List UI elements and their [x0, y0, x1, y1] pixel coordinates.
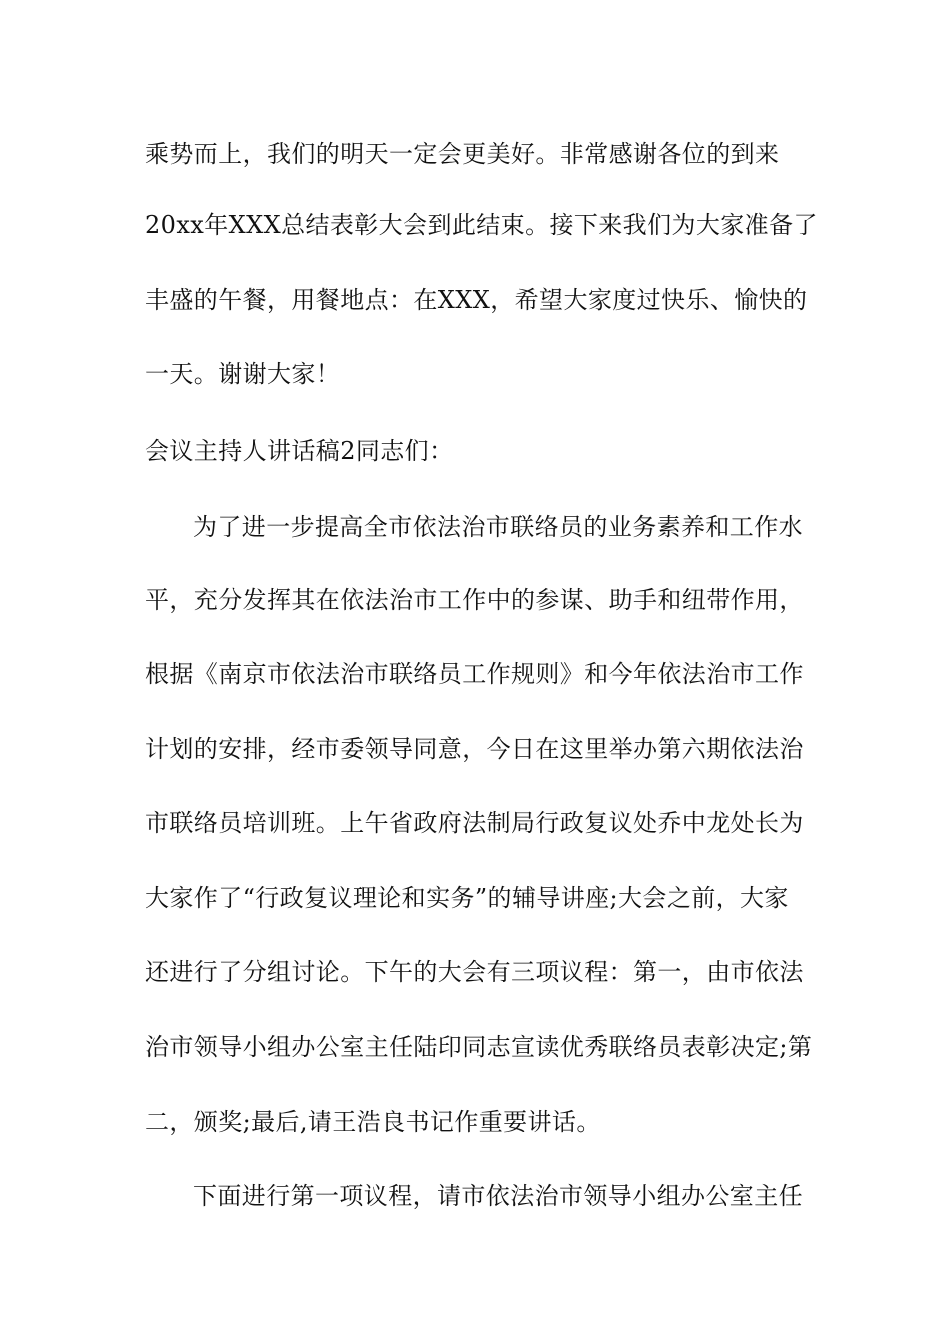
text-line: 二，颁奖;最后,请王浩良书记作重要讲话。 [145, 1108, 601, 1136]
paragraph-first-line: 为了进一步提高全市依法治市联络员的业务素养和工作水 [193, 513, 803, 541]
text-line: 市联络员培训班。上午省政府法制局行政复议处乔中龙处长为 [145, 809, 804, 837]
text-line: 还进行了分组讨论。下午的大会有三项议程：第一，由市依法 [145, 958, 804, 986]
section-heading: 会议主持人讲话稿2同志们： [145, 437, 454, 465]
text-line: 丰盛的午餐，用餐地点：在XXX，希望大家度过快乐、愉快的 [145, 286, 808, 314]
text-line: 20xx年XXX总结表彰大会到此结束。接下来我们为大家准备了 [145, 211, 818, 239]
text-line: 治市领导小组办公室主任陆印同志宣读优秀联络员表彰决定;第 [145, 1033, 813, 1061]
text-line: 平，充分发挥其在依法治市工作中的参谋、助手和纽带作用， [145, 586, 804, 614]
text-line: 计划的安排，经市委领导同意，今日在这里举办第六期依法治 [145, 735, 804, 763]
text-line: 一天。谢谢大家！ [145, 360, 341, 388]
paragraph-first-line: 下面进行第一项议程，请市依法治市领导小组办公室主任 [193, 1182, 803, 1210]
text-line: 根据《南京市依法治市联络员工作规则》和今年依法治市工作 [145, 660, 804, 688]
text-line: 乘势而上，我们的明天一定会更美好。非常感谢各位的到来 [145, 140, 780, 168]
text-line: 大家作了“行政复议理论和实务”的辅导讲座;大会之前，大家 [145, 884, 789, 912]
